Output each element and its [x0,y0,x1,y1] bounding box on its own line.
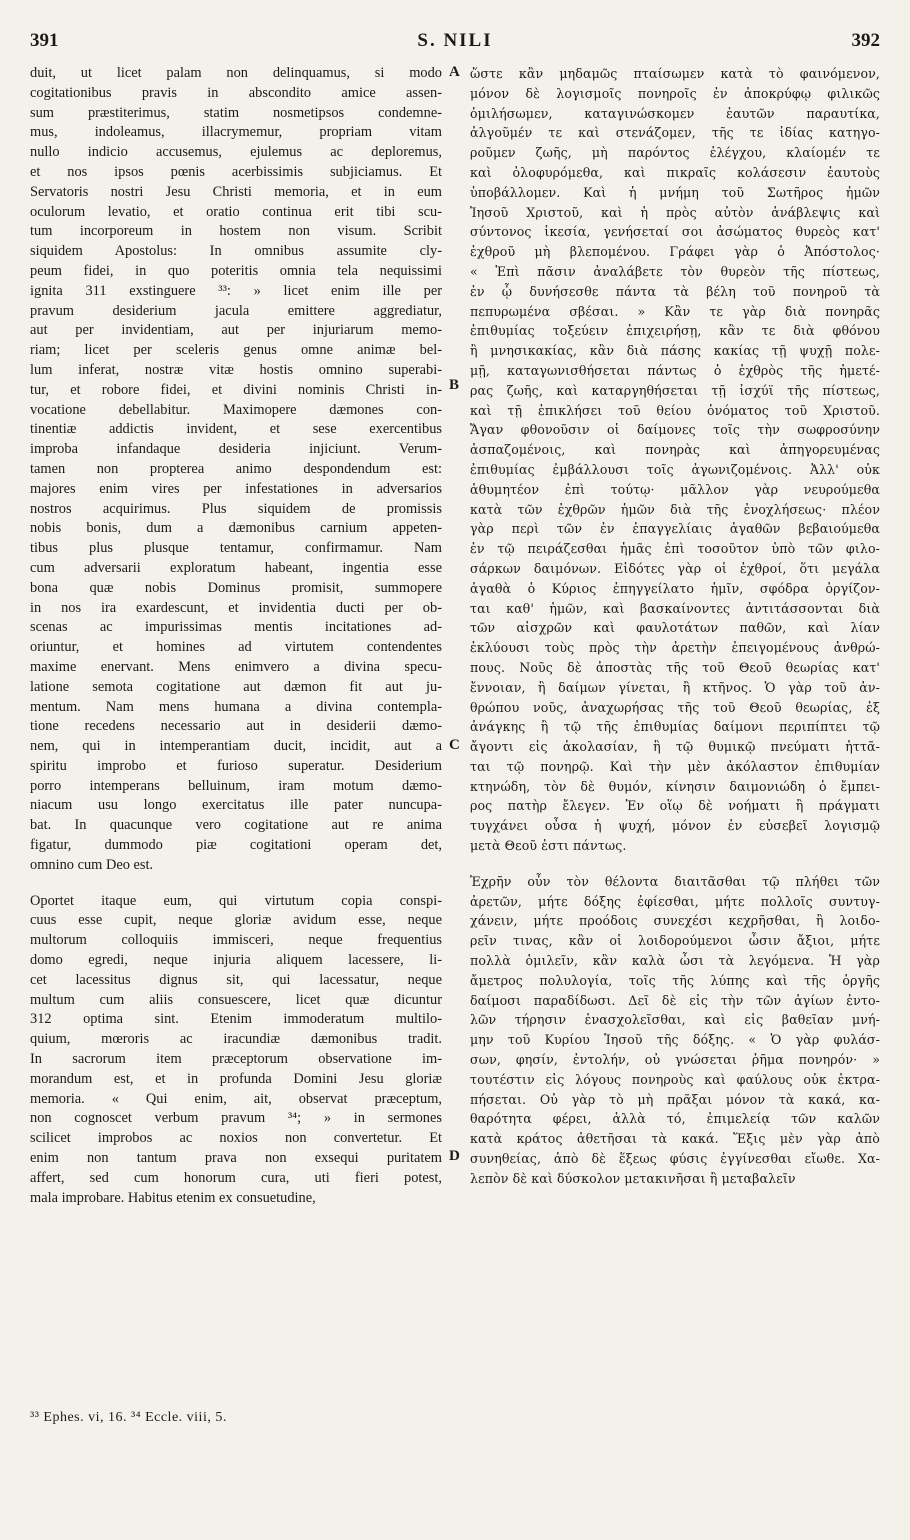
text-line: λεπὸν δὲ καὶ δύσκολον μετακινῆσαι ἢ μεταβαλεῖν [470,1170,796,1186]
text-line: siquidem Apostolus: In omnibus assumite cly- [30,243,442,260]
text-line: multum cum aliis consuescere, licet quæ dicuntur [30,991,442,1008]
text-line: oriuntur, et homines ad virtutem contendentes [30,639,442,656]
text-line: cuus esse cupit, neque gloriæ avidum esse, neque [30,912,442,929]
text-line: quium, mœroris ac iracundiæ dæmonibus tradit. [30,1031,442,1048]
text-line: affert, sed cum honorum cura, uti fieri potest, [30,1169,442,1186]
text-line: spiritu improbo et furioso superatur. Desiderium [30,757,442,774]
text-line: λῶν τήρησιν ἐνασχολεῖσθαι, καὶ εἰς βαθεῖαν μνή- [470,1012,880,1028]
text-line: tibus plus plusque tentamur, confirmamur. Nam [30,540,442,557]
text-line: nostros acquirimus. Plus siquidem de promissis [30,500,442,517]
text-line: τουτέστιν εἰς λόγους πονηροὺς καὶ φαύλους οὐκ ἐκτρα- [470,1071,880,1087]
text-line: mala improbare. Habitus etenim ex consuetudine, [30,1189,316,1206]
text-line: ἄμετρος πολυλογία, τοῖς τῆς λύπης καὶ τῆς ὀργῆς [470,972,880,988]
paragraph-gap [30,876,442,892]
text-line: ρος πατὴρ ἔλεγεν. Ἐν οἵῳ δὲ νοήματι ἢ πράγματι [470,798,880,814]
text-line: ἀθυμητέον ἐπὶ τούτῳ· μᾶλλον γὰρ νευρούμεθα [470,481,880,497]
text-line: maxime enervant. Mens enimvero a divina specu- [30,658,442,675]
text-line: Ἰησοῦ Χριστοῦ, καὶ ἡ πρὸς αὐτὸν ἀνάβλεψις καὶ [470,204,880,220]
text-line: ἔννοιαν, ἢ δαίμων γίνεται, ἢ κτῆνος. Ὁ γὰρ τοῦ ἀν- [470,679,880,695]
text-line: aut per invidentiam, aut per injuriarum memo- [30,322,442,339]
text-line: et nos ipsos pœnis acerbissimis subjiciamus. Et [30,163,442,180]
text-line: δαίμοσι παραδίδωσι. Δεῖ δὲ εἰς τὴν τῶν ἁγίων ἐντο- [470,992,880,1008]
text-line: « Ἐπὶ πᾶσιν ἀναλάβετε τὸν θυρεὸν τῆς πίστεως, [470,263,880,279]
text-line: Ἄγαν φθονοῦσιν οἱ δαίμονες τοῖς τὴν σωφροσύνην [470,422,880,438]
text-line: ἐχθροῦ μὴ βλεπομένου. Γράφει γὰρ ὁ Ἀπόστολος· [470,244,880,260]
text-line: μῇ, καταγωνισθήσεται πάντως ὁ ἐχθρὸς τῆς ἡμετέ- [470,362,880,378]
text-line: καὶ τῇ ἐπικλήσει τοῦ θείου ὀνόματος τοῦ Χριστοῦ. [470,402,880,418]
section-marker-d: D [449,1148,460,1164]
text-line: figatur, dummodo piæ cogitationi operam det, [30,837,442,854]
left-page-number: 391 [30,30,59,51]
text-line: tum incorporeum in hostem non visum. Scribit [30,223,442,240]
paragraph-gap [470,856,880,872]
text-line: In sacrorum item præceptorum observatione im- [30,1051,442,1068]
text-line: mus, indoleamus, illacrymemur, propriam vitam [30,124,442,141]
text-line: mentum. Nam mens humana a divina contempla- [30,698,442,715]
text-line: nullo indicio accusemus, ejulemus ac deploremus, [30,144,442,161]
text-line: ἀρετῶν, μήτε δόξης ἐφίεσθαι, μήτε πολλοῖς συντυγ- [470,893,880,909]
text-line: ὁμιλήσωμεν, καταγινώσκομεν ἑαυτῶν παραυτίκα, [470,105,880,121]
text-line: 312 optima sint. Etenim immoderatum multilo- [30,1011,442,1028]
text-line: pravum desiderium jacula emittere aggrediatur, [30,302,442,319]
text-line: in nos ira exardescunt, et invidentia ducti per ob- [30,599,442,616]
text-line: tinentiæ addictis invident, et sese exercentibus [30,421,442,438]
text-line: καὶ ὀλοφυρόμεθα, καὶ πικραῖς κολάσεσιν ἑαυτοὺς [470,164,880,180]
text-line: ται καθ' ἡμῶν, καὶ βασκαίνοντες ἀντιτάσσονται διὰ [470,600,880,616]
text-line: ὥστε κἂν μηδαμῶς πταίσωμεν κατὰ τὸ φαινόμενον, [470,66,880,81]
text-line: nobis bonis, dum a dæmonibus carnium appeten- [30,520,442,537]
section-marker-b: B [449,377,460,393]
text-line: oculorum levatio, et oratio continua erit tibi scu- [30,203,442,220]
text-line: lum inferat, nostræ vitæ hostis omnino superabi- [30,361,442,378]
text-line: Servatoris nostri Jesu Christi memoria, et in eum [30,183,442,200]
text-line: ρεῖν τινας, κἂν οἱ λοιδορούμενοι ὦσιν ἄξιοι, μήτε [470,933,880,949]
text-line: tur, et robore fidei, et divini nominis Christi in- [30,381,442,398]
text-line: enim non tantum prava non exsequi puritatem [30,1150,442,1167]
text-line: ignita 311 exstinguere ³³: » licet enim ille per [30,282,442,299]
text-line: πεπυρωμένα σβέσαι. » Κἂν τε γὰρ διὰ πονηρᾶς [470,303,880,319]
text-line: ἢ μνησικακίας, κἂν διὰ πάσης κακίας τῇ ψυχῇ πολε- [470,343,880,359]
text-line: χάνειν, μήτε προόδοις συνεχέσι κεχρῆσθαι, ἢ λοιδο- [470,913,880,929]
text-line: μετὰ Θεοῦ ἐστι πάντως. [470,838,627,854]
text-line: ται τῷ πονηρῷ. Καὶ τὴν μὲν ἀκόλαστον ἐπιθυμίαν [470,758,880,774]
text-line: Oportet itaque eum, qui virtutum copia conspi- [30,892,442,909]
section-marker-a: A [449,64,460,80]
text-line: κατὰ κράτος ἀθετῆσαι τὰ κακά. Ἕξις μὲν γὰρ ἀπὸ [470,1131,880,1147]
text-line: improba infandaque desideria injiciunt. Verum- [30,441,442,458]
text-line: cet lacessitus dignus sit, qui lacessatur, neque [30,971,442,988]
text-line: ρας ζωῆς, καὶ καταργηθήσεται τῇ ἰσχύϊ τῆς πίστεως, [470,382,880,398]
latin-column [30,64,442,1208]
text-line: scenas ac impurissimas mentis incitationes ad- [30,619,442,636]
text-line: τῶν αἰσχρῶν καὶ φαυλοτάτων παθῶν, καὶ λίαν [470,620,880,636]
text-line: σύντονος ἱκεσία, γενήσεταί σοι ἀσώματος θυρεὸς κατ' [470,224,880,240]
text-line: ὑποβάλλομεν. Καὶ ἡ μνήμη τοῦ Σωτῆρος ἡμῶν [470,184,880,200]
text-line: πήσεται. Οὐ γὰρ τὸ μὴ πρᾶξαι μόνον τὰ κακά, κα- [470,1091,880,1107]
text-line: ἐν τῷ πειράζεσθαι ἡμᾶς ἐπὶ τοσοῦτον ὑπὸ τῶν φιλο- [470,541,880,557]
text-line: latione semota cogitatione aut dæmon fit aut ju- [30,678,442,695]
text-line: bona quæ nobis Dominus promisit, summopere [30,579,442,596]
text-line: γὰρ περὶ τῶν ἐν ἐπαγγελίαις ἀγαθῶν βεβαιούμεθα [470,521,880,537]
text-line: συνηθείας, ἀπὸ δὲ ἕξεως φύσις ἐγγίνεσθαι εἴωθε. Χα- [470,1151,880,1167]
text-line: ἀνάγκης ἢ τῷ τῆς ἐπιθυμίας δαίμονι περιπίπτει τῷ [470,719,880,735]
text-line: majores enim vires per infestationes in adversarios [30,480,442,497]
text-line: σων, φησίν, ἐντολήν, οὐ γνώσεται ῥῆμα πονηρόν· » [470,1052,880,1068]
greek-column [470,64,880,1189]
text-line: cum adversarii exploratum habeant, ingentia esse [30,559,442,576]
text-line: μόνον δὲ λογισμοῖς πονηροῖς ἐν ἀποκρύφῳ φιλικῶς [470,85,880,101]
text-line: σάρκων δαιμόνων. Εἰδότες γὰρ οἱ ἐχθροί, ὅτι μεγάλα [470,560,880,576]
text-line: ἐκλύουσι τοὺς πρὸς τὴν ἀρετὴν ἐπειγομένους ἀνθρώ- [470,640,880,656]
text-line: θαρότητα φέρει, ἀλλὰ τό, ἐπιμελείᾳ τῶν καλῶν [470,1111,880,1127]
text-line: bat. In quacunque vero cogitatione aut re anima [30,817,442,834]
footnotes: ³³ Ephes. vi, 16. ³⁴ Eccle. viii, 5. [30,1410,227,1425]
running-title: S. NILI [417,30,493,51]
text-line: omnino cum Deo est. [30,856,154,873]
text-line: sum præstiterimus, statim nosmetipsos condemne- [30,104,442,121]
text-line: θρώπου νοῦς, ἀναχωρήσας τῆς τοῦ Θεοῦ θεωρίας, ἐξ [470,699,880,715]
text-line: ἐπιθυμίας τοξεύειν ἐπιχειρήσῃ, κἂν τε διὰ φθόνου [470,323,880,339]
text-line: ἐπιθυμίας ἐμβάλλουσι τοῖς ἀγωνιζομένοις. Ἀλλ' οὐκ [470,461,880,477]
text-line: memoria. « Qui enim, ait, observat præceptum, [30,1090,442,1107]
text-line: πους. Νοῦς δὲ ἀποστὰς τῆς τοῦ Θεοῦ θεωρίας κατ' [470,659,880,675]
text-line: τυγχάνει οὖσα ἡ ψυχή, μόνον ἐν εὐσεβεῖ λογισμῷ [470,818,880,834]
text-line: πολλὰ ὁμιλεῖν, κἂν καλὰ ὦσι τὰ λεγόμενα. Ἡ γὰρ [470,953,880,969]
text-line: κατὰ τῶν ἐχθρῶν ἡμῶν διὰ τῆς ἐνοχλήσεως· πλέον [470,501,880,517]
text-line: porro intemperans belluinum, iram motum dæmo- [30,777,442,794]
right-page-number: 392 [851,30,880,51]
text-line: riam; licet per sceleris genus omne animæ bel- [30,342,442,359]
page-header [30,30,880,64]
text-line: peum fidei, in quo poteritis omnia tela nequissimi [30,262,442,279]
text-line: cogitationibus pravis in abscondito amice assen- [30,84,442,101]
text-line: multorum colloquiis immisceri, neque frequentius [30,932,442,949]
text-line: tione recedens necessario aut in desiderii dæmo- [30,718,442,735]
text-line: κτηνώδη, τὸν δὲ θυμόν, κίνησιν δαιμονιώδη ὁ ἔμπει- [470,778,880,794]
text-line: scilicet improbos ac noxios non convertetur. Et [30,1130,442,1147]
text-line: Ἐχρῆν οὖν τὸν θέλοντα διαιτᾶσθαι τῷ πλήθει τῶν [470,873,880,889]
text-line: ἄγοντι εἰς ἀκολασίαν, ἢ τῷ θυμικῷ πνεύματι ἡττᾶ- [470,739,880,755]
text-line: domo egredi, neque injuria aliquem lacessere, li- [30,952,442,969]
text-line: ἀγαθὰ ὁ Κύριος ἐπηγγείλατο ἡμῖν, σφόδρα ὀργίζον- [470,580,880,596]
text-line: duit, ut licet palam non delinquamus, si modo [30,65,442,81]
text-line: nem, qui in intemperantiam ducit, incidit, aut a [30,738,442,755]
text-line: non cognoscet verbum pravum ³⁴; » in sermones [30,1110,442,1127]
section-marker-c: C [449,737,460,753]
text-line: niacum usu longo exercitatus ille pater nuncupa- [30,797,442,814]
text-line: ἀλγοῦμέν τε καὶ στενάζομεν, τῆς τε ἰδίας κατηγο- [470,125,880,141]
text-line: ροῦμεν ζωῆς, μὴ παρόντος ἐλέγχου, κλαίομέν τε [470,145,880,161]
text-line: tamen non propterea animo despondendum est: [30,460,442,477]
text-line: ἐν ᾧ δυνήσεσθε πάντα τὰ βέλη τοῦ πονηροῦ τὰ [470,283,880,299]
text-line: morandum est, et in profunda Domini Jesu gloriæ [30,1070,442,1087]
text-line: vocatione debellabitur. Maximopere dæmones con- [30,401,442,418]
text-line: ἀσπαζομένοις, καὶ πονηρὰς καὶ ἀπηγορευμένας [470,442,880,458]
text-line: μην τοῦ Κυρίου Ἰησοῦ τῆς δόξης. « Ὁ γὰρ φυλάσ- [470,1032,880,1048]
